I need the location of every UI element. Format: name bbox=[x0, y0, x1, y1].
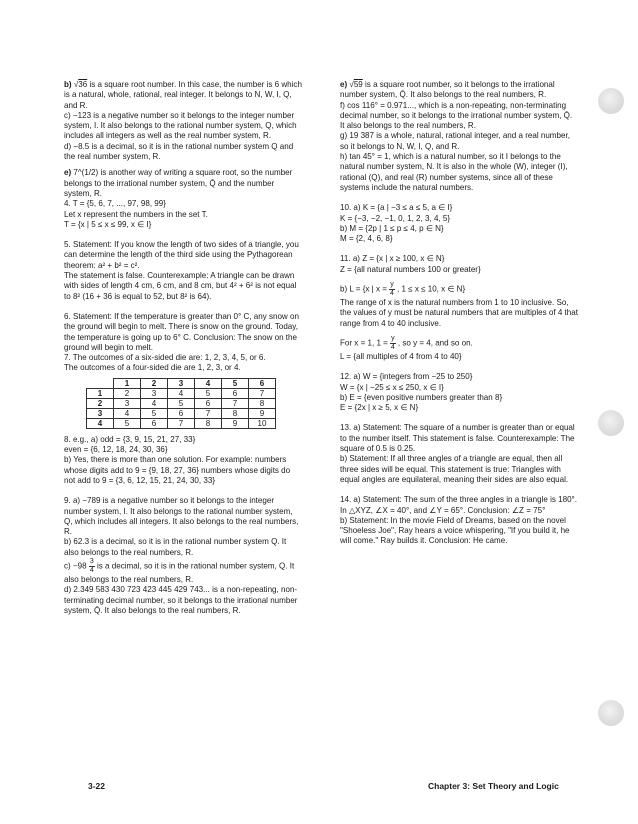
dice-sum-table bbox=[86, 378, 276, 429]
table-cell: 3 bbox=[87, 408, 114, 418]
answer-e: e) 7^(1/2) is another way of writing a square root, so the number belongs to the irrational number system, Q̄ and the number system, R. bbox=[64, 168, 293, 198]
table-cell: 4 bbox=[141, 398, 168, 408]
answer-7-four-sided: The outcomes of a four-sided die are 1, 2, 3, or 4. bbox=[64, 363, 241, 373]
table-cell: 9 bbox=[249, 408, 276, 418]
table-cell: 8 bbox=[195, 418, 222, 428]
table-cell: 4 bbox=[168, 388, 195, 398]
table-row bbox=[87, 418, 276, 428]
binder-hole bbox=[598, 410, 624, 436]
table-cell: 3 bbox=[141, 388, 168, 398]
table-cell: 5 bbox=[195, 388, 222, 398]
answer-11-example: For x = 1, 1 = $\frac{y}{4}$ , so y = 4, and so on. bbox=[340, 334, 473, 351]
right-column bbox=[340, 80, 578, 547]
binder-hole bbox=[598, 88, 624, 114]
answer-b-sqrt36: b) √36 is a square root number. In this case, the number is 6 which is a natural, whole, rational, real integer. It belongs to N, W, I, Q, and R. bbox=[64, 80, 302, 110]
answer-9-c: c) −98 $\frac{3}{4}$ is a decimal, so it is in the rational number system, Q. It also belongs to the real numbers, R. bbox=[64, 557, 295, 584]
table-row bbox=[87, 408, 276, 418]
table-cell: 9 bbox=[222, 418, 249, 428]
answer-12-a-builder: W = {x | −25 ≤ x ≤ 250, x ∈ I} bbox=[340, 382, 444, 392]
answer-c: c) −123 is a negative number so it belongs to the integer number system, I. It also belongs to the rational number system, Q, which includes all integers as well as the real number system, R. bbox=[64, 110, 297, 141]
table-header-row bbox=[87, 378, 276, 388]
table-cell: 6 bbox=[195, 398, 222, 408]
table-cell: 5 bbox=[114, 418, 141, 428]
radicand: 59 bbox=[353, 80, 363, 89]
answer-9-d: d) 2.349 583 430 723 423 445 429 743... is a non-repeating, non-terminating decimal number, so it belongs to the irrational number system, Q̄. It also belongs to the real numbers, R. bbox=[64, 585, 298, 615]
radicand: 36 bbox=[78, 80, 88, 89]
table-cell: 5 bbox=[141, 408, 168, 418]
answer-11-range: The range of x is the natural numbers from 1 to 10 inclusive. So, the values of y must be natural numbers that are multiples of 4 that range from 4 to 40 inclusive. bbox=[340, 298, 578, 328]
answer-10-a: 10. a) K = {a | −3 ≤ a ≤ 5, a ∈ I} bbox=[340, 203, 453, 213]
answer-5-statement: 5. Statement: If you know the length of two sides of a triangle, you can determine the length of the third side using the Pythagorean theorem: a² + b² = c². bbox=[64, 240, 299, 270]
answer-14-a: 14. a) Statement: The sum of the three angles in a triangle is 180°. In △XYZ, ∠X = 40°, and ∠Y = 65°. Conclusion: ∠Z = 75° bbox=[340, 495, 578, 515]
table-cell: 7 bbox=[168, 418, 195, 428]
answer-h: h) tan 45° = 1, which is a natural number, so it I belongs to the natural number system, N. It is also in the whole (W), integer (I), rational (Q), and real (R) number systems, since all of these systems include the natural numbers. bbox=[340, 152, 568, 192]
answer-11-a-words: Z = {all natural numbers 100 or greater} bbox=[340, 264, 481, 274]
answer-8-odd: 8. e.g., a) odd = {3, 9, 15, 21, 27, 33} bbox=[64, 434, 196, 444]
answer-13-a: 13. a) Statement: The square of a number is greater than or equal to the number itself. This statement is false. Counterexample: The square of 0.5 is 0.25. bbox=[340, 423, 575, 454]
table-cell: 2 bbox=[114, 388, 141, 398]
table-cell: 3 bbox=[114, 398, 141, 408]
table-cell: 4 bbox=[114, 408, 141, 418]
answer-10-a-list: K = {−3, −2, −1, 0, 1, 2, 3, 4, 5} bbox=[340, 213, 451, 223]
fraction: $\frac{3}{4}$ bbox=[89, 557, 94, 574]
answer-10-b-list: M = {2, 4, 6, 8} bbox=[340, 234, 393, 244]
table-cell: 4 bbox=[87, 418, 114, 428]
answer-12-b: b) E = {even positive numbers greater than 8} bbox=[340, 392, 503, 402]
fraction: $\frac{y}{4}$ bbox=[390, 281, 394, 298]
table-cell: 10 bbox=[249, 418, 276, 428]
table-cell: 8 bbox=[249, 398, 276, 408]
table-cell: 5 bbox=[168, 398, 195, 408]
answer-9-a: 9. a) −789 is a negative number so it belongs to the integer number system, I. It also belongs to the rational number system, Q, which includes all integers. It also belongs to the real numbers, R. bbox=[64, 496, 299, 537]
table-cell: 7 bbox=[222, 398, 249, 408]
answer-f: f) cos 116° = 0.971..., which is a non-repeating, non-terminating decimal number, so it belongs to the irrational number system, Q̄. It also belongs to the real numbers, R. bbox=[340, 100, 573, 131]
table-cell: 7 bbox=[249, 388, 276, 398]
answer-12-a: 12. a) W = {integers from −25 to 250} bbox=[340, 372, 473, 382]
answer-d: d) −8.5 is a decimal, so it is in the rational number system Q and the real number system, R. bbox=[64, 141, 294, 162]
chapter-title: Chapter 3: Set Theory and Logic bbox=[428, 781, 559, 791]
page-number: 3-22 bbox=[88, 781, 106, 791]
answer-10-b: b) M = {2p | 1 ≤ p ≤ 4, p ∈ N} bbox=[340, 223, 444, 233]
answer-14-b: b) Statement: In the movie Field of Dreams, based on the novel "Shoeless Joe", Ray hears a voice whispering, "If you build it, he will come." Ray builds it. Conclusion: He came. bbox=[340, 515, 570, 546]
table-header-cell: 5 bbox=[222, 378, 249, 388]
answer-11-a: 11. a) Z = {x | x ≥ 100, x ∈ N} bbox=[340, 254, 445, 264]
answer-7-six-sided: 7. The outcomes of a six-sided die are: 1, 2, 3, 4, 5, or 6. bbox=[64, 353, 266, 363]
table-cell: 1 bbox=[87, 388, 114, 398]
answer-11-b: b) L = {x | x = $\frac{y}{4}$ , 1 ≤ x ≤ 10, x ∈ N} bbox=[340, 281, 466, 298]
answer-13-b: b) Statement: If all three angles of a triangle are equal, then all three sides will be equal. This statement is true: Triangles with equal angles are equilateral, meaning their sides are also equal. bbox=[340, 454, 569, 484]
answer-g: g) 19 387 is a whole, natural, rational integer, and a real number, so it belongs to N, W, I, Q, and R. bbox=[340, 131, 570, 151]
answer-8-even: even = {6, 12, 18, 24, 30, 36} bbox=[64, 445, 168, 455]
table-header-cell: 2 bbox=[141, 378, 168, 388]
table-cell: 6 bbox=[222, 388, 249, 398]
table-row bbox=[87, 388, 276, 398]
answer-6: 6. Statement: If the temperature is greater than 0° C, any snow on the ground will begin to melt. There is snow on the ground. Today, the temperature is going up to 6° C. Conclusion: The snow on the ground will begin to melt. bbox=[64, 311, 299, 352]
fraction: $\frac{y}{4}$ bbox=[390, 334, 395, 351]
left-column bbox=[64, 80, 302, 616]
table-header-cell: 1 bbox=[114, 378, 141, 388]
answer-4-set: 4. T = {5, 6, 7, ..., 97, 98, 99} bbox=[64, 199, 166, 209]
answer-e-sqrt59: e) √59 is a square root number, so it belongs to the irrational number system, Q̄. It also belongs to the real numbers, R. bbox=[340, 80, 555, 100]
binder-hole bbox=[598, 700, 624, 726]
table-cell: 7 bbox=[195, 408, 222, 418]
answer-12-b-builder: E = {2x | x ≥ 5, x ∈ N} bbox=[340, 403, 419, 413]
table-cell: 8 bbox=[222, 408, 249, 418]
table-row bbox=[87, 398, 276, 408]
answer-5-counterexample: The statement is false. Counterexample: A triangle can be drawn with sides of length 4 cm, 6 cm, and 8 cm, but 4² + 6² is not equal to 8² (16 + 36 is equal to 52, but 8² is 64). bbox=[64, 271, 297, 301]
table-header-cell: 4 bbox=[195, 378, 222, 388]
table-header-cell: 3 bbox=[168, 378, 195, 388]
answer-9-b: b) 62.3 is a decimal, so it is in the rational number system Q. It also belongs to the real numbers, R. bbox=[64, 537, 287, 557]
table-cell: 6 bbox=[168, 408, 195, 418]
answer-8-b: b) Yes, there is more than one solution. For example: numbers whose digits add to 9 = {9, 18, 27, 36} numbers whose digits do not add to 9 = {3, 6, 12, 15, 21, 24, 30, 33} bbox=[64, 455, 291, 485]
answer-11-L: L = {all multiples of 4 from 4 to 40} bbox=[340, 351, 462, 361]
answer-4-let: Let x represent the numbers in the set T. bbox=[64, 209, 208, 219]
table-cell: 6 bbox=[141, 418, 168, 428]
table-header-cell: 6 bbox=[249, 378, 276, 388]
table-cell: 2 bbox=[87, 398, 114, 408]
answer-4-builder: T = {x | 5 ≤ x ≤ 99, x ∈ I} bbox=[64, 219, 152, 229]
